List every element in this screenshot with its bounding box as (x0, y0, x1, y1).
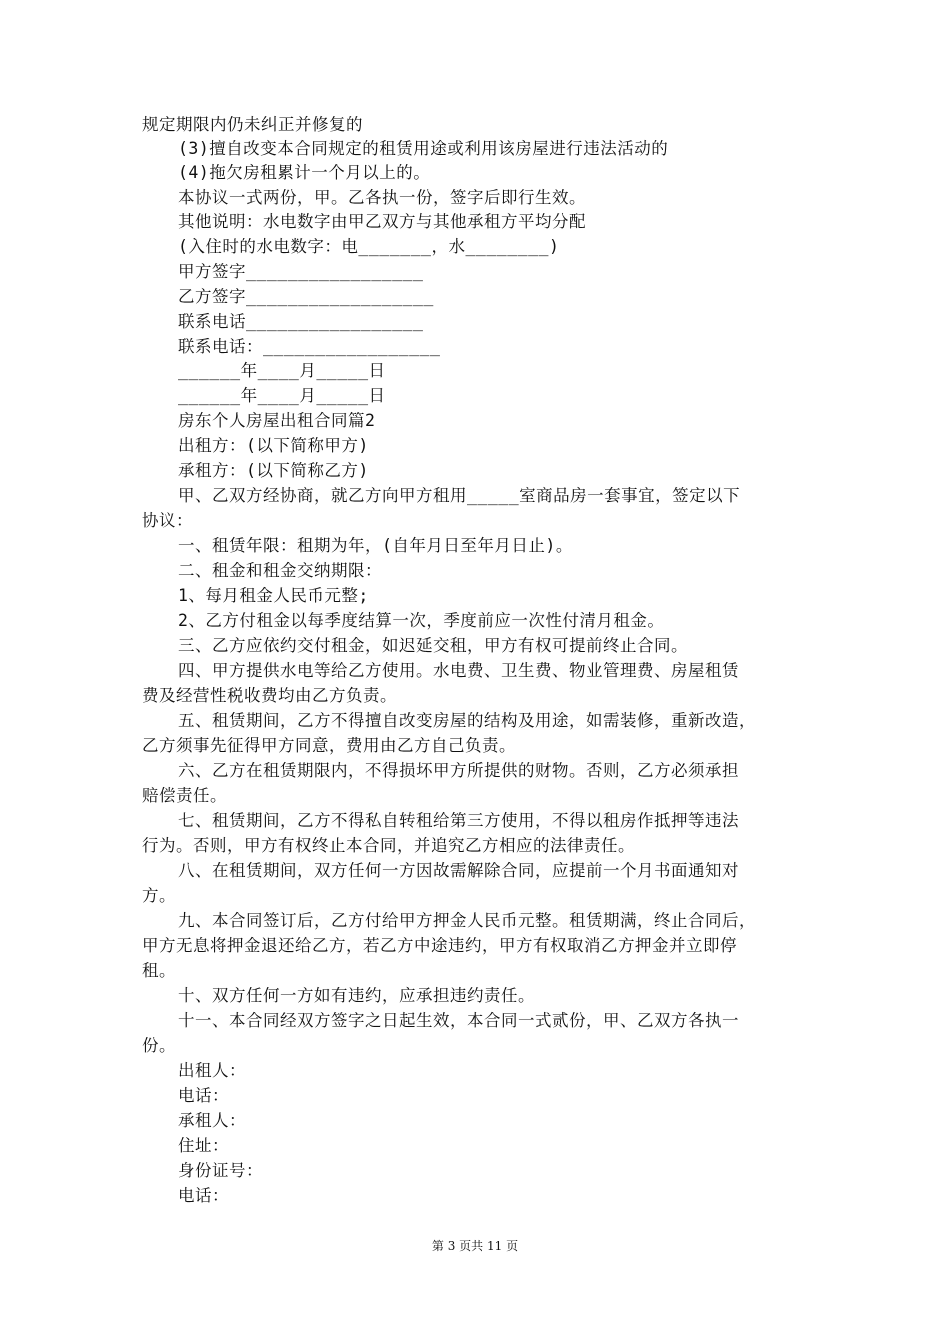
text-line: 费及经营性税收费均由乙方负责。 (142, 686, 397, 705)
text-line: 赔偿责任。 (142, 786, 227, 805)
text-line: 房东个人房屋出租合同篇2 (178, 411, 376, 430)
text-line: 甲、乙双方经协商，就乙方向甲方租用_____室商品房一套事宜，签定以下 (178, 486, 741, 505)
text-line: ______年____月_____日 (178, 361, 386, 380)
text-line: 电话： (178, 1186, 229, 1205)
text-line: 1、每月租金人民币元整; (178, 586, 369, 605)
text-line: 四、甲方提供水电等给乙方使用。水电费、卫生费、物业管理费、房屋租赁 (178, 661, 739, 680)
text-line: 七、租赁期间，乙方不得私自转租给第三方使用，不得以租房作抵押等违法 (178, 811, 739, 830)
page-footer: 第 3 页共 11 页 (431, 1239, 519, 1253)
text-line: 住址： (178, 1136, 229, 1155)
text-line: 一、租赁年限：租期为年，(自年月日至年月日止)。 (178, 536, 573, 555)
text-line: 出租人： (178, 1061, 246, 1080)
text-line: 承租方：(以下简称乙方) (178, 461, 369, 480)
text-line: 承租人： (178, 1111, 246, 1130)
text-line: 其他说明：水电数字由甲乙双方与其他承租方平均分配 (178, 212, 586, 231)
text-line: 乙方签字__________________ (178, 287, 434, 306)
text-line: 十一、本合同经双方签字之日起生效，本合同一式贰份，甲、乙双方各执一 (178, 1011, 739, 1030)
text-line: 份。 (142, 1036, 176, 1055)
text-line: (入住时的水电数字：电_______，水________) (178, 237, 560, 256)
text-line: 八、在租赁期间，双方任何一方因故需解除合同，应提前一个月书面通知对 (178, 861, 739, 880)
text-line: 方。 (142, 886, 176, 905)
text-line: 甲方签字_________________ (178, 262, 424, 281)
text-line: 三、乙方应依约交付租金，如迟延交租，甲方有权可提前终止合同。 (178, 636, 688, 655)
text-line: (4)拖欠房租累计一个月以上的。 (178, 163, 431, 182)
text-line: 2、乙方付租金以每季度结算一次，季度前应一次性付清月租金。 (178, 611, 665, 630)
text-line: 协议： (142, 511, 193, 530)
text-line: 联系电话：_________________ (178, 337, 441, 356)
text-line: ______年____月_____日 (178, 386, 386, 405)
text-line: 租。 (142, 961, 176, 980)
text-line: 身份证号： (178, 1161, 263, 1180)
text-line: 规定期限内仍未纠正并修复的 (142, 115, 363, 134)
text-line: 出租方：(以下简称甲方) (178, 436, 369, 455)
text-line: 二、租金和租金交纳期限： (178, 561, 382, 580)
text-line: 乙方须事先征得甲方同意，费用由乙方自己负责。 (142, 736, 516, 755)
text-line: 十、双方任何一方如有违约，应承担违约责任。 (178, 986, 535, 1005)
text-line: 九、本合同签订后，乙方付给甲方押金人民币元整。租赁期满，终止合同后， (178, 911, 756, 930)
text-line: 六、乙方在租赁期限内，不得损坏甲方所提供的财物。否则，乙方必须承担 (178, 761, 739, 780)
text-line: 五、租赁期间，乙方不得擅自改变房屋的结构及用途，如需装修，重新改造， (178, 711, 756, 730)
text-line: 联系电话_________________ (178, 312, 424, 331)
text-line: 电话： (178, 1086, 229, 1105)
text-line: 本协议一式两份，甲。乙各执一份，签字后即行生效。 (178, 188, 586, 207)
text-line: 甲方无息将押金退还给乙方，若乙方中途违约，甲方有权取消乙方押金并立即停 (142, 936, 737, 955)
text-line: (3)擅自改变本合同规定的租赁用途或利用该房屋进行违法活动的 (178, 139, 669, 158)
text-line: 行为。否则，甲方有权终止本合同，并追究乙方相应的法律责任。 (142, 836, 635, 855)
